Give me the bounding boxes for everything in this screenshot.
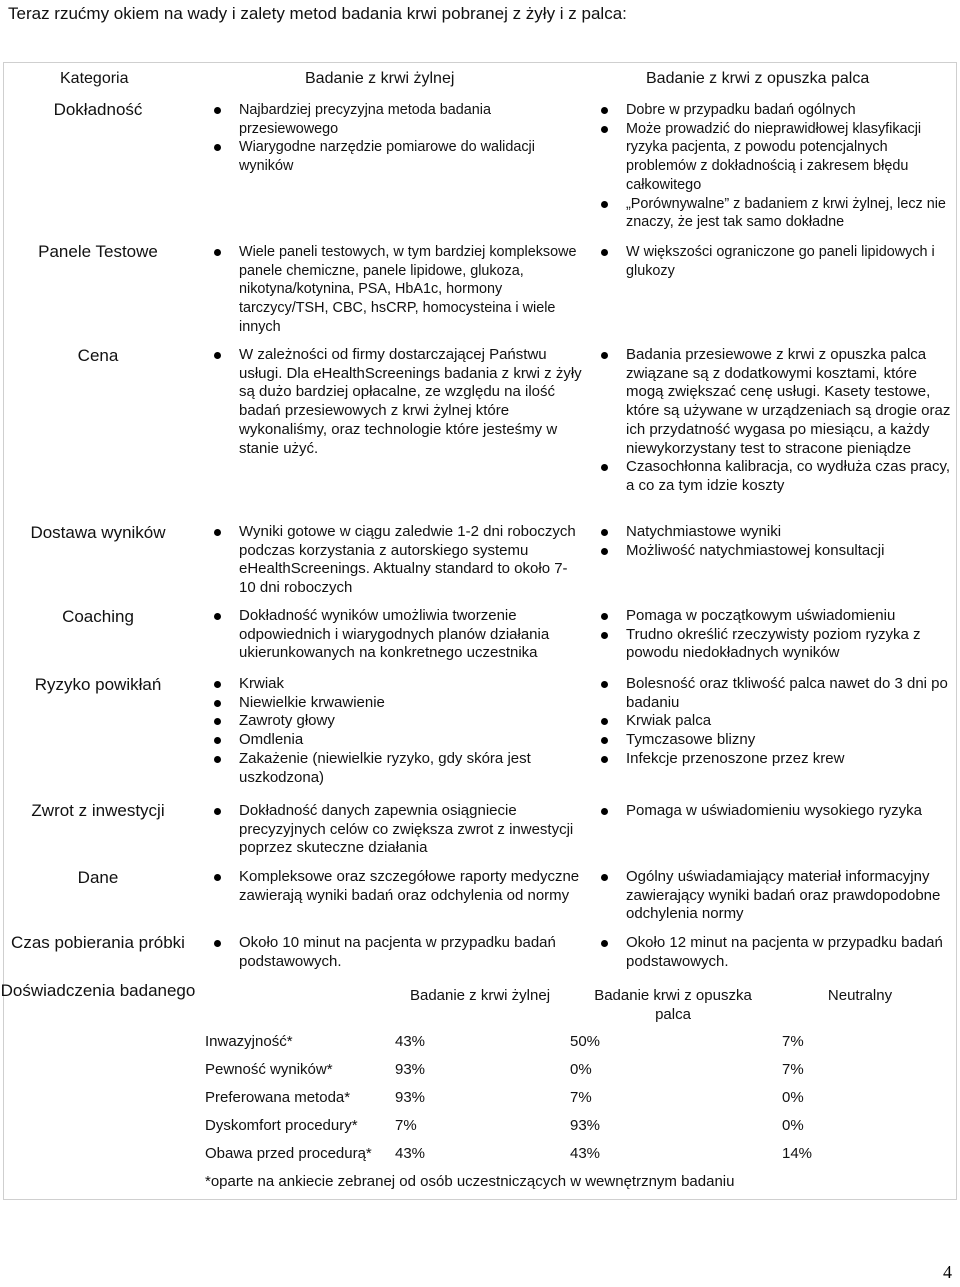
page-title: Teraz rzućmy okiem na wady i zalety metod badania krwi pobranej z żyły i z palca: [8, 4, 627, 23]
list-item: Krwiak [239, 675, 584, 694]
venous-cell [239, 868, 584, 905]
experience-col-neutral: Neutralny [827, 987, 893, 1004]
experience-label: Obawa przed procedurą* [205, 1145, 372, 1162]
experience-value: 0% [782, 1117, 804, 1134]
finger-cell [626, 101, 956, 232]
list-item: Dokładność wyników umożliwia tworzenie odpowiednich i wiarygodnych planów działania ukierunkowanych na konkretnego uczestnika [239, 607, 584, 663]
list-item: W większości ograniczone go paneli lipidowych i glukozy [626, 243, 956, 280]
row-category: Panele Testowe [38, 242, 158, 261]
experience-value: 93% [570, 1117, 601, 1134]
list-item: Infekcje przenoszone przez krew [626, 750, 956, 769]
venous-cell [239, 934, 584, 971]
experience-value: 14% [782, 1145, 813, 1162]
experience-value: 0% [570, 1061, 592, 1078]
experience-value: 93% [395, 1089, 426, 1106]
page-number: 4 [943, 1262, 952, 1282]
list-item: Zakażenie (niewielkie ryzyko, gdy skóra jest uszkodzona) [239, 750, 584, 787]
venous-cell [239, 523, 584, 598]
finger-cell [626, 868, 956, 924]
list-item: Omdlenia [239, 731, 584, 750]
list-item: Pomaga w początkowym uświadomieniu [626, 607, 956, 626]
finger-cell [626, 675, 956, 769]
list-item: Trudno określić rzeczywisty poziom ryzyka z powodu niedokładnych wyników [626, 626, 956, 663]
venous-cell [239, 802, 584, 858]
experience-value: 93% [395, 1061, 426, 1078]
venous-cell [239, 101, 584, 176]
footnote: *oparte na ankiecie zebranej od osób uczestniczących w wewnętrznym badaniu [205, 1173, 735, 1190]
list-item: Bolesność oraz tkliwość palca nawet do 3 dni po badaniu [626, 675, 956, 712]
list-item: Wiarygodne narzędzie pomiarowe do walidacji wyników [239, 138, 584, 175]
experience-value: 7% [570, 1089, 592, 1106]
experience-value: 43% [395, 1033, 426, 1050]
list-item: Zawroty głowy [239, 712, 584, 731]
list-item: Dobre w przypadku badań ogólnych [626, 101, 956, 120]
list-item: Najbardziej precyzyjna metoda badania przesiewowego [239, 101, 584, 138]
list-item: Ogólny uświadamiający materiał informacyjny zawierający wyniki badań oraz prawdopodobne odchylenia normy [626, 868, 956, 924]
experience-label: Preferowana metoda* [205, 1089, 351, 1106]
list-item: Pomaga w uświadomieniu wysokiego ryzyka [626, 802, 956, 821]
list-item: Około 10 minut na pacjenta w przypadku badań podstawowych. [239, 934, 584, 971]
row-category: Dostawa wyników [30, 523, 166, 542]
header-venous: Badanie z krwi żylnej [305, 70, 455, 87]
experience-value: 0% [782, 1089, 804, 1106]
row-category: Zwrot z inwestycji [31, 801, 165, 820]
venous-cell [239, 243, 584, 337]
row-category: Cena [77, 346, 119, 365]
list-item: Wyniki gotowe w ciągu zaledwie 1-2 dni roboczych podczas korzystania z autorskiego systemu eHealthScreenings. Aktualny standard to około 7-10 dni roboczych [239, 523, 584, 598]
row-category: Ryzyko powikłań [34, 675, 162, 694]
row-category: Doświadczenia badanego [0, 981, 196, 1000]
list-item: Natychmiastowe wyniki [626, 523, 956, 542]
row-category: Czas pobierania próbki [11, 933, 185, 952]
experience-value: 43% [395, 1145, 426, 1162]
row-category: Coaching [62, 607, 134, 626]
list-item: Dokładność danych zapewnia osiągniecie precyzyjnych celów co zwiększa zwrot z inwestycji poprzez skuteczne działania [239, 802, 584, 858]
experience-label: Inwazyjność* [205, 1033, 293, 1050]
finger-cell [626, 607, 956, 663]
list-item: Niewielkie krwawienie [239, 694, 584, 713]
finger-cell [626, 523, 956, 560]
experience-value: 7% [782, 1061, 804, 1078]
list-item: „Porównywalne” z badaniem z krwi żylnej, lecz nie znaczy, że jest tak samo dokładne [626, 195, 956, 232]
venous-cell [239, 607, 584, 663]
list-item: Czasochłonna kalibracja, co wydłuża czas pracy, a co za tym idzie koszty [626, 458, 956, 495]
finger-cell [626, 243, 956, 280]
list-item: Może prowadzić do nieprawidłowej klasyfikacji ryzyka pacjenta, z powodu potencjalnych problemów z dokładnością i zakresem błędu całkowitego [626, 120, 956, 195]
experience-label: Dyskomfort procedury* [205, 1117, 358, 1134]
list-item: Badania przesiewowe z krwi z opuszka palca związane są z dodatkowymi kosztami, które mogą zwiększać cenę usługi. Kasety testowe, które są używane w urządzeniach są drogie oraz ich przydatność wygasa po miesiącu, a każdy niewykorzystany test to stracone pieniądze [626, 346, 956, 458]
finger-cell [626, 346, 956, 496]
experience-value: 7% [395, 1117, 417, 1134]
experience-value: 43% [570, 1145, 601, 1162]
row-category: Dokładność [53, 100, 143, 119]
list-item: Wiele paneli testowych, w tym bardziej kompleksowe panele chemiczne, panele lipidowe, glukoza, nikotyna/kotynina, PSA, HbA1c, hormony tarczycy/TSH, CBC, hsCRP, homocysteina i wiele innych [239, 243, 584, 337]
list-item: Krwiak palca [626, 712, 956, 731]
list-item: Około 12 minut na pacjenta w przypadku badań podstawowych. [626, 934, 956, 971]
header-category: Kategoria [60, 70, 129, 87]
experience-value: 7% [782, 1033, 804, 1050]
venous-cell [239, 675, 584, 787]
list-item: W zależności od firmy dostarczającej Państwu usługi. Dla eHealthScreenings badania z krwi z żyły są dużo bardziej opłacalne, ze względu na ilość badań przesiewowych z krwi żylnej które wykonaliśmy, oraz technologie które jesteśmy w stanie użyć. [239, 346, 584, 458]
header-finger: Badanie z krwi z opuszka palca [646, 70, 870, 87]
experience-value: 50% [570, 1033, 601, 1050]
venous-cell [239, 346, 584, 458]
list-item: Kompleksowe oraz szczegółowe raporty medyczne zawierają wyniki badań oraz odchylenia od normy [239, 868, 584, 905]
experience-label: Pewność wyników* [205, 1061, 333, 1078]
experience-col-venous: Badanie z krwi żylnej [409, 987, 551, 1004]
list-item: Możliwość natychmiastowej konsultacji [626, 542, 956, 561]
finger-cell [626, 802, 956, 821]
row-category: Dane [77, 868, 119, 887]
list-item: Tymczasowe blizny [626, 731, 956, 750]
finger-cell [626, 934, 956, 971]
experience-col-finger: Badanie krwi z opuszka palca [594, 987, 752, 1023]
